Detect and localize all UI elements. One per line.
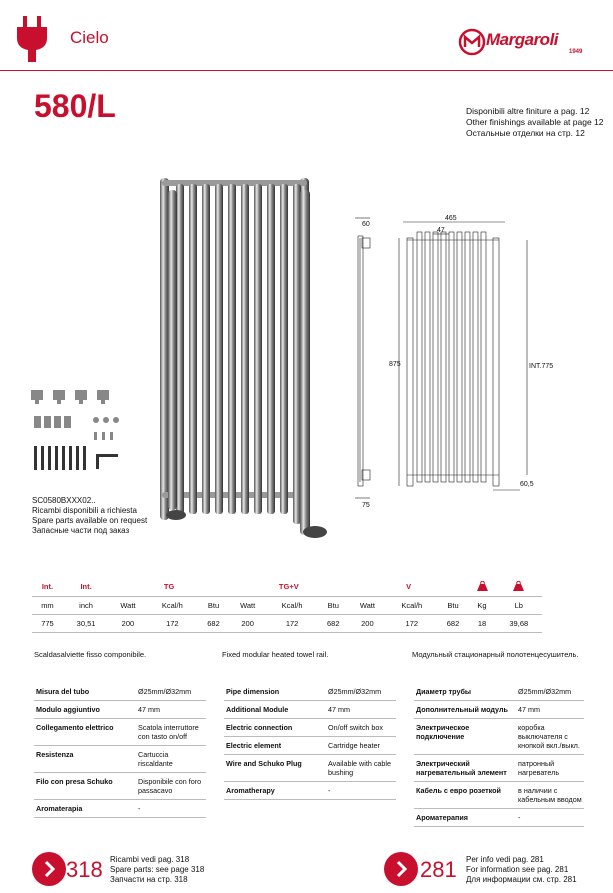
detail-value: 47 mm bbox=[136, 701, 206, 719]
detail-key: Collegamento elettrico bbox=[34, 719, 136, 746]
spare-parts-note bbox=[32, 496, 147, 536]
table-row bbox=[34, 701, 206, 719]
detail-value: - bbox=[516, 809, 584, 827]
dim-75: 75 bbox=[362, 502, 370, 509]
footer-right-ru: Для информации см. стр. 281 bbox=[466, 875, 577, 884]
detail-key: Aromatherapy bbox=[224, 782, 326, 800]
spec-value: 682 bbox=[198, 614, 229, 632]
table-row bbox=[224, 782, 396, 800]
page-318-link[interactable] bbox=[32, 852, 66, 886]
table-row bbox=[34, 800, 206, 818]
footer-left-en: Spare parts: see page 318 bbox=[110, 865, 205, 874]
spec-header-row bbox=[32, 578, 542, 596]
spec-unit: Btu bbox=[438, 596, 469, 614]
spec-unit: Watt bbox=[229, 596, 266, 614]
table-row bbox=[34, 683, 206, 701]
detail-value: Ø25mm/Ø32mm bbox=[516, 683, 584, 701]
detail-value: 47 mm bbox=[326, 701, 396, 719]
detail-value: Ø25mm/Ø32mm bbox=[326, 683, 396, 701]
spec-value: 200 bbox=[349, 614, 386, 632]
weight-kg-icon bbox=[468, 578, 495, 596]
detail-key: Электрический нагревательный элемент bbox=[414, 755, 516, 782]
spec-group: TG+V bbox=[229, 578, 349, 596]
footer-right-note bbox=[466, 855, 577, 885]
detail-value: Disponibile con foro passacavo bbox=[136, 773, 206, 800]
detail-value: - bbox=[136, 800, 206, 818]
dim-60-5: 60,5 bbox=[520, 481, 534, 488]
brand-year: 1949 bbox=[569, 49, 583, 55]
spec-unit: Watt bbox=[349, 596, 386, 614]
spec-unit: Watt bbox=[109, 596, 146, 614]
table-row bbox=[414, 719, 584, 755]
detail-key: Additional Module bbox=[224, 701, 326, 719]
detail-value: Ø25mm/Ø32mm bbox=[136, 683, 206, 701]
description-en: Fixed modular heated towel rail. bbox=[222, 650, 329, 659]
spec-value: 200 bbox=[229, 614, 266, 632]
brand-name: Margaroli bbox=[486, 30, 559, 49]
description-ru: Модульный стационарный полотенцесушитель. bbox=[412, 650, 579, 659]
detail-value: Scatola interruttore con tasto on/off bbox=[136, 719, 206, 746]
spec-value: 172 bbox=[266, 614, 317, 632]
spec-value-row bbox=[32, 614, 542, 632]
footer-right-en: For information see pag. 281 bbox=[466, 865, 569, 874]
spec-value: 30,51 bbox=[63, 614, 109, 632]
dim-int: INT.775 bbox=[529, 363, 554, 370]
table-row bbox=[414, 683, 584, 701]
dim-875: 875 bbox=[389, 361, 401, 368]
table-row bbox=[34, 719, 206, 746]
page-318-number[interactable]: 318 bbox=[66, 857, 103, 882]
detail-value: - bbox=[326, 782, 396, 800]
detail-value: 47 mm bbox=[516, 701, 584, 719]
spare-parts-code: SC0580BXXX02.. bbox=[32, 496, 96, 505]
spec-unit: Kcal/h bbox=[386, 596, 437, 614]
table-row bbox=[414, 809, 584, 827]
detail-value: Cartuccia riscaldante bbox=[136, 746, 206, 773]
detail-key: Aromateraрia bbox=[34, 800, 136, 818]
detail-value: Available with cable bushing bbox=[326, 755, 396, 782]
detail-value: коробка выключателя с кнопкой вкл./выкл. bbox=[516, 719, 584, 755]
table-row bbox=[224, 719, 396, 737]
detail-key: Ароматерапия bbox=[414, 809, 516, 827]
spec-table bbox=[32, 578, 542, 633]
plug-icon bbox=[14, 14, 50, 64]
detail-key: Misura del tubo bbox=[34, 683, 136, 701]
table-row bbox=[34, 746, 206, 773]
page-281-link[interactable] bbox=[384, 852, 418, 886]
spec-value: 682 bbox=[438, 614, 469, 632]
details-en-table bbox=[224, 683, 396, 800]
table-row bbox=[414, 782, 584, 809]
footer-left-it: Ricambi vedi pag. 318 bbox=[110, 855, 190, 864]
spec-unit: Kg bbox=[468, 596, 495, 614]
detail-value: On/off switch box bbox=[326, 719, 396, 737]
description-it: Scaldasalviette fisso componibile. bbox=[34, 650, 147, 659]
technical-drawing bbox=[355, 210, 575, 510]
chevron-right-icon bbox=[32, 852, 66, 886]
spec-group: Int. bbox=[32, 578, 63, 596]
detail-value: патронный нагреватель bbox=[516, 755, 584, 782]
table-row bbox=[414, 701, 584, 719]
spec-value: 172 bbox=[386, 614, 437, 632]
spare-parts-it: Ricambi disponibili a richiesta bbox=[32, 506, 137, 515]
spare-parts-ru: Запасные части под заказ bbox=[32, 526, 130, 535]
finishes-it: Disponibili altre finiture a pag. 12 bbox=[466, 106, 590, 116]
detail-value: Cartridge heater bbox=[326, 737, 396, 755]
detail-key: Pipe dimension bbox=[224, 683, 326, 701]
footer-left-ru: Запчасти на стр. 318 bbox=[110, 875, 188, 884]
spec-value: 200 bbox=[109, 614, 146, 632]
page-281-number[interactable]: 281 bbox=[420, 857, 457, 882]
detail-key: Дополнительный модуль bbox=[414, 701, 516, 719]
dim-465: 465 bbox=[445, 215, 457, 222]
spec-value: 775 bbox=[32, 614, 63, 632]
spec-unit: Kcal/h bbox=[266, 596, 317, 614]
spec-value: 682 bbox=[318, 614, 349, 632]
detail-key: Электрическое подключение bbox=[414, 719, 516, 755]
finishes-en: Other finishings available at page 12 bbox=[466, 117, 604, 127]
spec-unit: Kcal/h bbox=[147, 596, 198, 614]
dim-47: 47 bbox=[437, 227, 445, 234]
details-ru-table bbox=[414, 683, 584, 827]
header-divider bbox=[0, 70, 613, 71]
footer-left-note bbox=[110, 855, 204, 885]
spec-group: V bbox=[349, 578, 469, 596]
weight-lb-icon bbox=[496, 578, 542, 596]
detail-key: Кабель с евро розеткой bbox=[414, 782, 516, 809]
model-title: 580/L bbox=[34, 88, 116, 124]
detail-key: Modulo aggiuntivo bbox=[34, 701, 136, 719]
spec-unit: Btu bbox=[198, 596, 229, 614]
detail-key: Wire and Schuko Plug bbox=[224, 755, 326, 782]
detail-key: Filo con presa Schuko bbox=[34, 773, 136, 800]
spec-unit: inch bbox=[63, 596, 109, 614]
detail-key: Диаметр трубы bbox=[414, 683, 516, 701]
footer-right-it: Per info vedi pag. 281 bbox=[466, 855, 544, 864]
spec-unit: mm bbox=[32, 596, 63, 614]
spec-value: 172 bbox=[147, 614, 198, 632]
dim-60: 60 bbox=[362, 221, 370, 228]
table-row bbox=[224, 755, 396, 782]
table-row bbox=[224, 737, 396, 755]
radiator-image bbox=[150, 170, 330, 540]
spec-unit: Lb bbox=[496, 596, 542, 614]
table-row bbox=[414, 755, 584, 782]
finishes-note bbox=[466, 106, 604, 139]
spec-value: 18 bbox=[468, 614, 495, 632]
spec-group: Int. bbox=[63, 578, 109, 596]
spec-unit: Btu bbox=[318, 596, 349, 614]
spec-group: TG bbox=[109, 578, 229, 596]
spare-parts-en: Spare parts available on request bbox=[32, 516, 148, 525]
details-it-table bbox=[34, 683, 206, 818]
detail-value: в наличии с кабельным вводом bbox=[516, 782, 584, 809]
detail-key: Resistenza bbox=[34, 746, 136, 773]
series-title: Cielo bbox=[70, 28, 109, 47]
spec-value: 39,68 bbox=[496, 614, 542, 632]
table-row bbox=[224, 683, 396, 701]
spare-parts-image bbox=[26, 386, 126, 491]
finishes-ru: Остальные отделки на стр. 12 bbox=[466, 128, 585, 138]
table-row bbox=[34, 773, 206, 800]
table-row bbox=[224, 701, 396, 719]
spec-units-row bbox=[32, 596, 542, 614]
chevron-right-icon bbox=[384, 852, 418, 886]
detail-key: Electric element bbox=[224, 737, 326, 755]
detail-key: Electric connection bbox=[224, 719, 326, 737]
